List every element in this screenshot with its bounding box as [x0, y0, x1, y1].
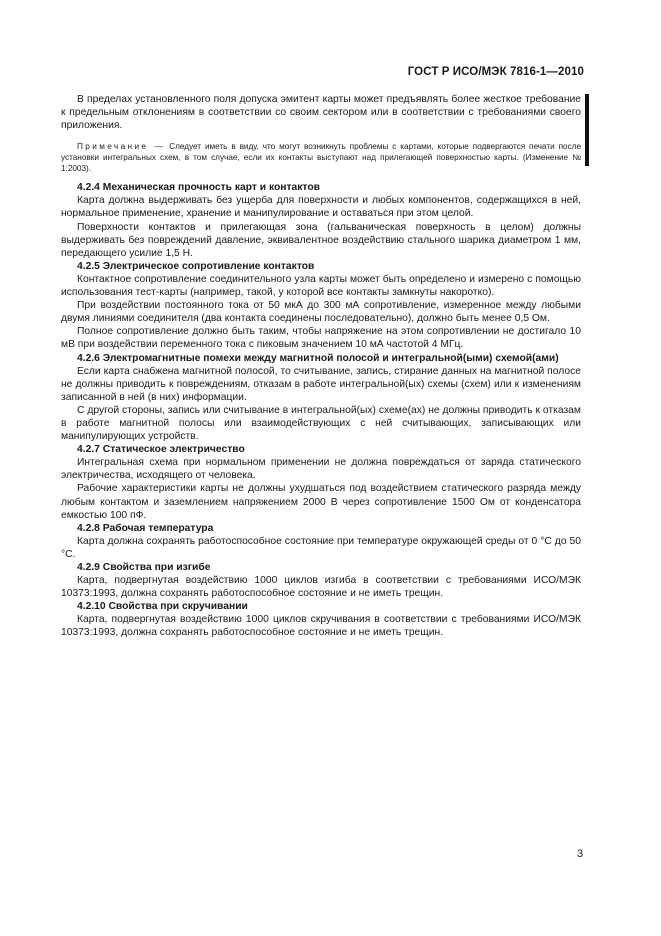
section-title-4-2-10: 4.2.10 Свойства при скручивании: [77, 601, 248, 613]
page-number: 3: [577, 848, 584, 860]
section-title-4-2-5: 4.2.5 Электрическое сопротивление контактов: [77, 260, 315, 272]
document-body: [61, 93, 581, 640]
note-label: Примечание —: [77, 142, 166, 152]
section-paragraph: Интегральная схема при нормальном применении не должна повреждаться от заряда статического электричества, исходящего от человека.: [61, 457, 581, 482]
section-title-4-2-8: 4.2.8 Рабочая температура: [77, 522, 214, 534]
section-paragraph: Поверхности контактов и прилегающая зона (гальваническая поверхность в целом) должны выдерживать без повреждений давление, эквивалентное воздействию стального шарика диаметром 1 мм, передающего усилие 1,5 Н.: [61, 221, 581, 259]
section-paragraph: С другой стороны, запись или считывание в интегральной(ых) схеме(ах) не должны приводить к отказам в работе магнитной полосы или взаимодействующих с ней считывающих, записывающих или манипулирующих устройств.: [61, 404, 581, 443]
section-title-4-2-6: 4.2.6 Электромагнитные помехи между магнитной полосой и интегральной(ыми) схемой(ами): [77, 352, 559, 364]
section-paragraph: Карта, подвергнутая воздействию 1000 циклов скручивания в соответствии с требованиями ИСО/МЭК 10373:1993, должна сохранять работоспособное состояние и не иметь трещин.: [61, 614, 581, 639]
section-paragraph: Карта должна выдерживать без ущерба для поверхности и любых компонентов, содержащихся в ней, нормальное применение, хранение и манипулирование и оставаться при этом целой.: [61, 195, 581, 220]
section-paragraph: При воздействии постоянного тока от 50 мкА до 300 мА сопротивление, измеренное между любыми двумя линиями соединителя (два контакта соединены последовательно), должно быть менее 0,5 Ом.: [61, 300, 581, 325]
intro-paragraph: В пределах установленного поля допуска эмитент карты может предъявлять более жесткое требование к предельным отклонениям в соответствии со своим сектором или в соответствии с требованиями своего приложения.: [61, 94, 581, 132]
note-text: Следует иметь в виду, что могут возникнуть проблемы с картами, которые подвергаются печати после установки интегральных схем, в том случае, если их контакты выступают над прилегающей поверхностью карты. (Изменение № 1:2003).: [61, 142, 582, 174]
section-title-4-2-7: 4.2.7 Статическое электричество: [77, 444, 245, 456]
section-paragraph: Карта, подвергнутая воздействию 1000 циклов изгиба в соответствии с требованиями ИСО/МЭК 10373:1993, должна сохранять работоспособное состояние и не иметь трещин.: [61, 575, 581, 600]
section-paragraph: Карта должна сохранять работоспособное состояние при температуре окружающей среды от 0 °С до 50 °С.: [61, 535, 581, 560]
section-paragraph: Полное сопротивление должно быть таким, чтобы напряжение на этом сопротивлении не достигало 10 мВ при воздействии переменного тока с пиковым значением 10 мА частотой 4 МГц.: [61, 326, 581, 351]
change-marker-bar: [585, 94, 589, 166]
section-paragraph: Рабочие характеристики карты не должны ухудшаться под воздействием статического разряда между любым контактом и заземлением напряжением 2000 В через сопротивление 1500 Ом от конденсатора емкостью 100 пФ.: [61, 483, 581, 521]
section-title-4-2-9: 4.2.9 Свойства при изгибе: [77, 562, 211, 573]
section-title-4-2-4: 4.2.4 Механическая прочность карт и контактов: [77, 182, 320, 194]
note: [61, 141, 581, 174]
section-paragraph: Если карта снабжена магнитной полосой, то считывание, запись, стирание данных на магнитной полосе не должны приводить к повреждениям, отказам в работе интегральной(ых) схемы (схем) или к изменениям записанной в ней (в них) информации.: [61, 365, 581, 403]
document-header: ГОСТ Р ИСО/МЭК 7816-1—2010: [407, 66, 584, 78]
section-paragraph: Контактное сопротивление соединительного узла карты может быть определено и измерено с помощью использования тест-карты (например, такой, у которой все контакты замкнуты накоротко).: [61, 273, 581, 299]
